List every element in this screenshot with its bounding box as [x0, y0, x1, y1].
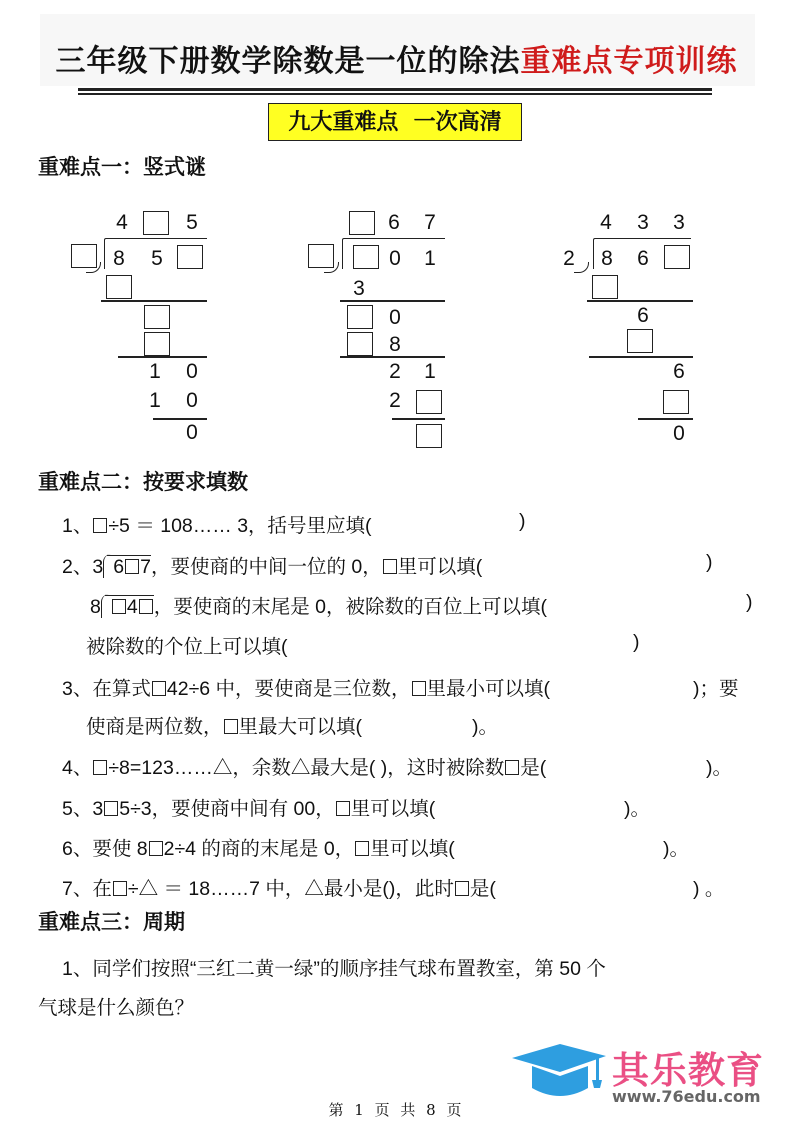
step-digit: 0: [186, 421, 198, 444]
question-text: 里可以填(: [397, 556, 483, 578]
rule: [340, 300, 445, 302]
dividend-digit: 0: [389, 247, 401, 270]
question-text: ，要使商的中间一位的 0，: [150, 556, 382, 578]
step-digit: 1: [149, 389, 161, 412]
step-digit: 0: [673, 422, 685, 445]
division-hook: [324, 262, 339, 273]
graduation-cap-icon: [510, 1042, 608, 1104]
blank-box[interactable]: [347, 305, 373, 329]
blank-box[interactable]: [663, 390, 689, 414]
divisor: 8: [90, 596, 101, 618]
dividend-digit: 6: [637, 247, 649, 270]
question-1: [62, 510, 372, 538]
step-digit: 1: [149, 360, 161, 383]
step-digit: 6: [637, 304, 649, 327]
question-period-1-line1: 1、同学们按照“三红二黄一绿”的顺序挂气球布置教室，第 50 个: [62, 958, 606, 980]
step-digit: 1: [424, 360, 436, 383]
blank-box[interactable]: [144, 305, 170, 329]
blank-box[interactable]: [455, 881, 469, 896]
answer-paren-close: )。: [663, 838, 689, 860]
question-number: 2、: [62, 556, 93, 578]
rule: [638, 418, 693, 420]
blank-box[interactable]: [144, 332, 170, 356]
rule: [153, 418, 207, 420]
rule: [589, 356, 693, 358]
blank-box[interactable]: [112, 599, 126, 614]
question-text: ÷5 ＝ 108…… 3，括号里应填(: [108, 515, 372, 537]
blank-box[interactable]: [336, 801, 350, 816]
question-2c: 被除数的个位上可以填(: [86, 636, 288, 658]
blank-box[interactable]: [93, 760, 107, 775]
blank-box[interactable]: [224, 719, 238, 734]
title-black: 三年级下册数学除数是一位的除法: [55, 44, 521, 79]
question-number: 4、: [62, 757, 93, 779]
blank-box[interactable]: [104, 801, 118, 816]
dividend-digit: 8: [601, 247, 613, 270]
question-6: 6、要使 8 2÷4 的商的末尾是 0， 里可以填(: [62, 838, 455, 860]
question-3a: 3、在算式 42÷6 中，要使商是三位数， 里最小可以填(: [62, 678, 551, 700]
rule: [340, 356, 445, 358]
blank-box[interactable]: [355, 841, 369, 856]
blank-box[interactable]: [416, 390, 442, 414]
division-bracket: 6 7: [107, 555, 151, 579]
rule: [392, 418, 445, 420]
answer-paren-close: ) 。: [693, 878, 725, 900]
question-5: 5、3 5÷3，要使商中间有 00， 里可以填(: [62, 798, 436, 820]
question-text: ，要使商的末尾是 0，被除数的百位上可以填(: [153, 596, 547, 618]
answer-paren-close: ): [633, 631, 640, 653]
answer-paren-close: ): [746, 591, 753, 613]
blank-box[interactable]: [412, 681, 426, 696]
rule: [101, 300, 207, 302]
step-digit: 8: [389, 333, 401, 356]
question-7: 7、在 ÷△ ＝ 18……7 中，△最小是()，此时 是(: [62, 878, 496, 900]
question-number: 1、: [62, 515, 93, 537]
dividend-digit: 5: [151, 247, 163, 270]
blank-box[interactable]: [347, 332, 373, 356]
question-number: 7、: [62, 878, 93, 900]
badge: 九大重难点 一次高清: [268, 103, 522, 141]
step-digit: 0: [186, 389, 198, 412]
question-3b: 使商是两位数， 里最大可以填(: [86, 716, 363, 738]
question-2b: [90, 591, 547, 619]
blank-box[interactable]: [149, 841, 163, 856]
question-number: 3、: [62, 678, 93, 700]
title-red: 重难点专项训练: [520, 44, 738, 79]
quotient-digit: 4: [600, 211, 612, 234]
step-digit: 2: [389, 389, 401, 412]
divisor: 3: [92, 556, 104, 578]
blank-box[interactable]: [349, 211, 375, 235]
answer-paren-close: )。: [472, 716, 498, 738]
answer-paren-close: )；要: [693, 678, 739, 700]
blank-box[interactable]: [152, 681, 166, 696]
quotient-digit: 7: [424, 211, 436, 234]
title-rule: [78, 88, 712, 91]
step-digit: 0: [389, 306, 401, 329]
answer-paren-close: ): [706, 551, 713, 573]
title-rule: [78, 93, 712, 95]
answer-paren-close: )。: [706, 757, 732, 779]
quotient-digit: 6: [388, 211, 400, 234]
answer-paren-close: )。: [624, 798, 650, 820]
blank-box[interactable]: [143, 211, 169, 235]
divisor-digit: 2: [563, 247, 575, 270]
blank-box[interactable]: [139, 599, 153, 614]
logo-name: 其乐教育: [612, 1049, 764, 1092]
blank-box[interactable]: [627, 329, 653, 353]
step-digit: 0: [186, 360, 198, 383]
blank-box[interactable]: [664, 245, 690, 269]
blank-box[interactable]: [177, 245, 203, 269]
quotient-digit: 3: [673, 211, 685, 234]
blank-box[interactable]: [416, 424, 442, 448]
quotient-digit: 5: [186, 211, 198, 234]
blank-box[interactable]: [106, 275, 132, 299]
section-heading-3: 重难点三：周期: [38, 909, 185, 934]
quotient-digit: 3: [637, 211, 649, 234]
question-2a: [62, 551, 482, 579]
page-title: [0, 36, 793, 80]
section-heading-2: 重难点二：按要求填数: [38, 469, 248, 494]
blank-box[interactable]: [353, 245, 379, 269]
step-digit: 2: [389, 360, 401, 383]
dividend-digit: 8: [113, 247, 125, 270]
question-number: 6、: [62, 838, 93, 860]
dividend-digit: 1: [424, 247, 436, 270]
division-hook: [574, 262, 589, 273]
logo-url: www.76edu.com: [612, 1087, 761, 1106]
blank-box[interactable]: [592, 275, 618, 299]
answer-paren-close: ): [519, 510, 526, 532]
blank-box[interactable]: [113, 881, 127, 896]
division-bracket: 4: [105, 595, 154, 619]
division-hook: [86, 262, 101, 273]
step-digit: 3: [353, 277, 365, 300]
step-digit: 6: [673, 360, 685, 383]
question-4: 4、 ÷8=123……△，余数△最大是( )，这时被除数 是(: [62, 757, 547, 779]
page-footer: 第 1 页 共 8 页: [328, 1101, 465, 1119]
quotient-digit: 4: [116, 211, 128, 234]
section-heading-1: 重难点一：竖式谜: [38, 154, 206, 179]
blank-box[interactable]: [93, 518, 107, 533]
blank-box[interactable]: [125, 559, 139, 574]
rule: [118, 356, 207, 358]
rule: [587, 300, 693, 302]
question-period-1-line2: 气球是什么颜色？: [38, 997, 195, 1019]
question-number: 5、: [62, 798, 93, 820]
blank-box[interactable]: [383, 559, 397, 574]
blank-box[interactable]: [505, 760, 519, 775]
